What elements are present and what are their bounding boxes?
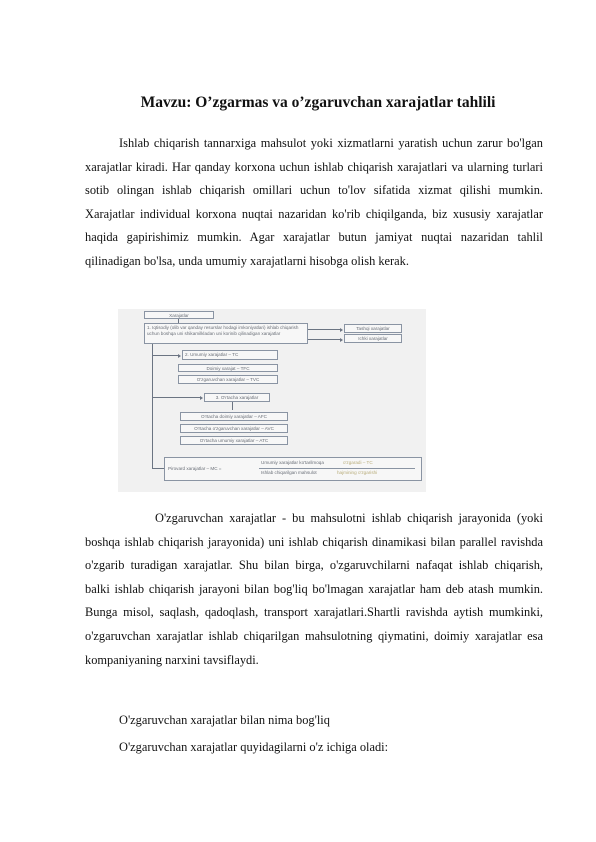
diagram-connector — [152, 344, 153, 468]
page-title: Mavzu: O’zgarmas va o’zgaruvchan xarajatlar tahlili — [140, 94, 496, 111]
arrow-icon — [178, 354, 181, 358]
mc-numerator-b: o'zgaradi – TC — [343, 460, 373, 465]
arrow-icon — [200, 396, 203, 400]
paragraph-intro — [85, 132, 543, 274]
diagram-box-xarajatlar: Xarajatlar — [144, 311, 214, 319]
diagram-box-afc: O'rtacha doimiy xarajatlar – AFC — [180, 412, 288, 421]
diagram-connector — [152, 468, 164, 469]
mc-denominator-a: Ishlab chiqarilgan mahsulot — [261, 470, 317, 475]
diagram-box-marginal — [164, 457, 422, 481]
arrow-icon — [340, 328, 343, 332]
subheading-line: O'zgaruvchan xarajatlar bilan nima bog'liq — [119, 713, 330, 727]
diagram-box-economic: 1. Iqtisodiy (olib var qanday resurslar hodagi imkoniyatlari) ishlab chiqarish uchun boshqa uni shikamilkladan uni korinib qilinadigan xarajatlar — [144, 323, 308, 344]
diagram-box-average: 3. O'rtacha xarajatlar — [204, 393, 270, 402]
diagram-box-atc: O'rtacha umumiy xarajatlar – ATC — [180, 436, 288, 445]
diagram-box-fixed: Doimiy xarajat – TFC — [178, 364, 278, 372]
intro-list-line: O'zgaruvchan xarajatlar quyidagilarni o'z ichiga oladi: — [119, 740, 389, 754]
diagram-connector — [308, 329, 340, 330]
diagram-box-external: Tashqi xarajatlar — [344, 324, 402, 333]
diagram-connector — [308, 339, 340, 340]
diagram-connector — [232, 402, 233, 410]
diagram-box-internal: Ichki xarajatlar — [344, 334, 402, 343]
diagram-box-total: 2. Umumiy xarajatlar – TC — [182, 350, 278, 360]
diagram-connector — [152, 355, 178, 356]
diagram-box-avc: O'rtacha o'zgaruvchan xarajatlar – AVC — [180, 424, 288, 433]
diagram-box-variable: O'zgaruvchan xarajatlar – TVC — [178, 375, 278, 384]
diagram-connector — [152, 397, 200, 398]
mc-numerator-a: Umumiy xarajatlar ko'tarilmoqa — [261, 460, 324, 465]
paragraph-variable-costs — [85, 507, 543, 672]
mc-fraction-line — [259, 468, 415, 469]
paragraph-intro-text: Ishlab chiqarish tannarxiga mahsulot yoki xizmatlarni yaratish uchun zarur bo'lgan xarajatlar kiradi. Har qanday korxona uchun ishlab chiqarish xarajatlari va ularning turlari sotib olingan ishlab chiqarish omillari uchun to'lov sifatida xizmat qilishi mumkin. Xarajatlar individual korxona nuqtai nazaridan ko'rib chiqilganda, biz xususiy xarajatlar haqida gapirishimiz mumkin. Agar xarajatlar butun jamiyat nuqtai nazaridan tahlil qilinadigan bo'lsa, unda umumiy xarajatlarni hisobga olish kerak. — [85, 136, 543, 268]
cost-structure-diagram — [118, 309, 426, 492]
mc-label: Pirovard xarajatlar – MC = — [168, 466, 222, 471]
paragraph-variable-costs-text: O'zgaruvchan xarajatlar - bu mahsulotni ishlab chiqarish jarayonida (yoki boshqa ishlab chiqarish jarayonida) uni ishlab chiqarish dinamikasi bilan parallel ravishda o'zgarib turadigan xarajatlar. Shu bilan birga, o'zgaruvchilarni nafaqat ishlab chiqarish, balki ishlab chiqarish jarayoni bilan bog'liq bo'lmagan xarajatlar ham deb atash mumkin. Bunga misol, saqlash, qadoqlash, transport xarajatlari.Shartli ravishda aytish mumkinki, o'zgaruvchan xarajatlar ishlab chiqarilgan mahsulotning qiymatini, doimiy xarajatlar esa kompaniyaning narxini tavsiflaydi. — [85, 511, 543, 667]
mc-denominator-b: hajmining o'zgarishi — [337, 470, 378, 475]
arrow-icon — [340, 338, 343, 342]
